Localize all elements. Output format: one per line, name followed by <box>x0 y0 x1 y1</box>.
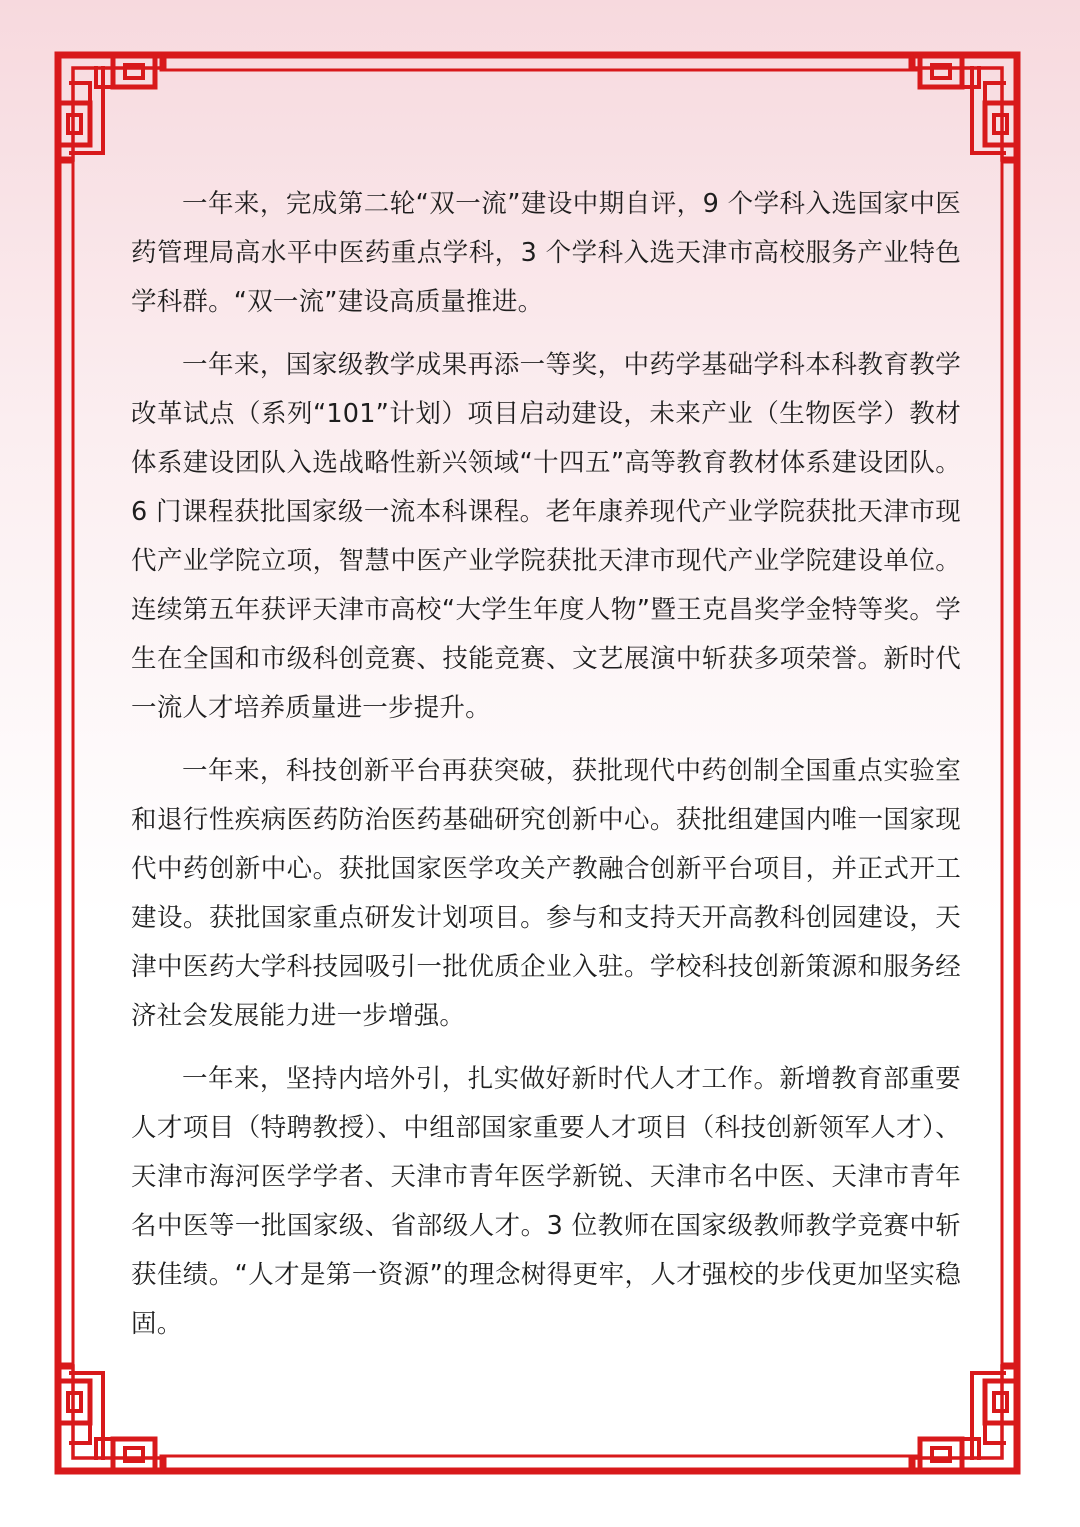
paragraph-teaching-achievements: 一年来，国家级教学成果再添一等奖，中药学基础学科本科教育教学改革试点（系列“101”计划）项目启动建设，未来产业（生物医学）教材体系建设团队入选战略性新兴领域“十四五”高等教育教材体系建设团队。6 门课程获批国家级一流本科课程。老年康养现代产业学院获批天津市现代产业学院立项，智慧中医产业学院获批天津市现代产业学院建设单位。连续第五年获评天津市高校“大学生年度人物”暨王克昌奖学金特等奖。学生在全国和市级科创竞赛、技能竞赛、文艺展演中斩获多项荣誉。新时代一流人才培养质量进一步提升。 <box>131 350 961 723</box>
corner-ornament-top-left <box>58 55 163 160</box>
corner-ornament-bottom-left <box>58 1366 163 1471</box>
corner-ornament-top-right <box>912 55 1017 160</box>
article-body <box>131 180 961 1363</box>
paragraph-discipline-building: 一年来，完成第二轮“双一流”建设中期自评，9 个学科入选国家中医药管理局高水平中医药重点学科，3 个学科入选天津市高校服务产业特色学科群。“双一流”建设高质量推进。 <box>131 189 961 317</box>
paragraph-research-platforms: 一年来，科技创新平台再获突破，获批现代中药创制全国重点实验室和退行性疾病医药防治医药基础研究创新中心。获批组建国内唯一国家现代中药创新中心。获批国家医学攻关产教融合创新平台项目，并正式开工建设。获批国家重点研发计划项目。参与和支持天开高教科创园建设，天津中医药大学科技园吸引一批优质企业入驻。学校科技创新策源和服务经济社会发展能力进一步增强。 <box>131 756 961 1031</box>
corner-ornament-bottom-right <box>912 1366 1017 1471</box>
paragraph-talent-work: 一年来，坚持内培外引，扎实做好新时代人才工作。新增教育部重要人才项目（特聘教授）、中组部国家重要人才项目（科技创新领军人才）、天津市海河医学学者、天津市青年医学新锐、天津市名中医、天津市青年名中医等一批国家级、省部级人才。3 位教师在国家级教师教学竞赛中斩获佳绩。“人才是第一资源”的理念树得更牢，人才强校的步伐更加坚实稳固。 <box>131 1064 961 1339</box>
